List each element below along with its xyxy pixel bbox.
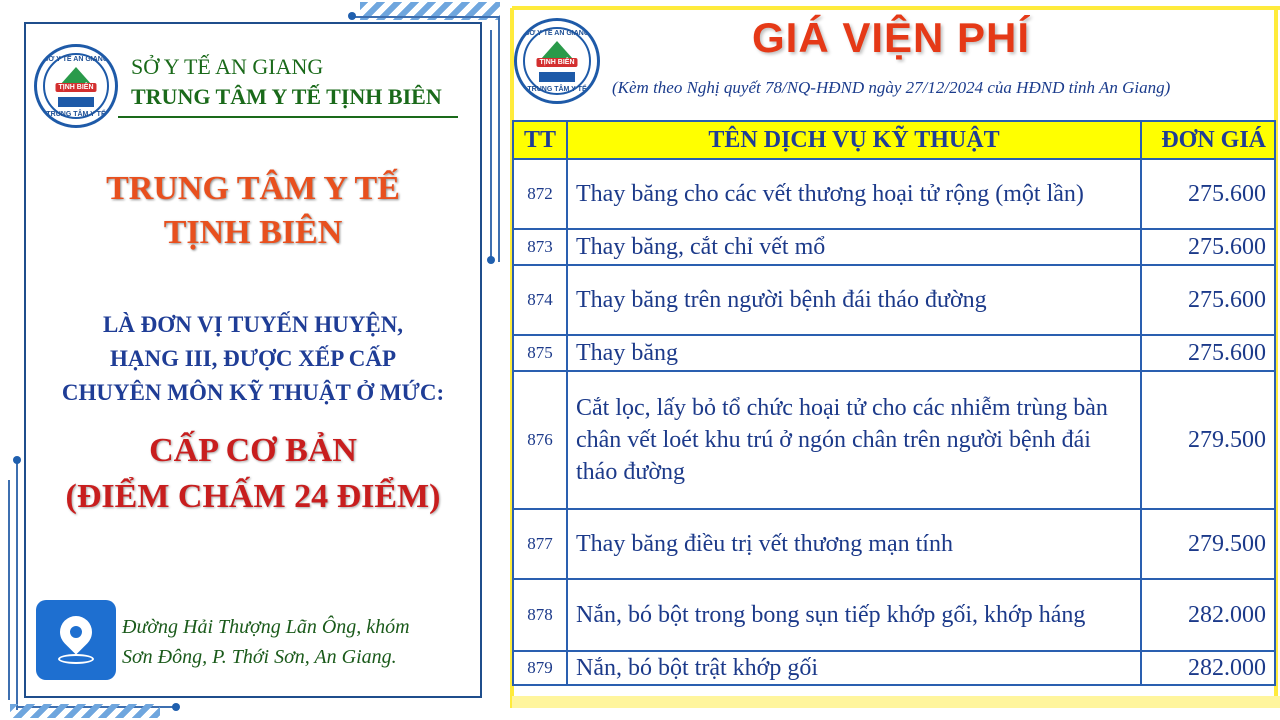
table-row bbox=[513, 579, 1275, 651]
decorative-line bbox=[498, 16, 500, 262]
decorative-line bbox=[8, 480, 10, 700]
header-tt: TT bbox=[513, 121, 567, 159]
address-line1: Đường Hải Thượng Lãn Ông, khóm bbox=[122, 616, 410, 638]
row-price: 282.000 bbox=[1141, 651, 1275, 685]
header-price: ĐƠN GIÁ bbox=[1141, 121, 1275, 159]
row-price: 275.600 bbox=[1141, 335, 1275, 371]
org-department: SỞ Y TẾ AN GIANG bbox=[131, 54, 324, 79]
decorative-line bbox=[350, 16, 500, 18]
price-table bbox=[512, 120, 1276, 686]
description-line3: CHUYÊN MÔN KỸ THUẬT Ở MỨC: bbox=[61, 380, 445, 405]
location-pin-icon bbox=[36, 600, 116, 680]
row-service-name: Thay băng, cắt chỉ vết mổ bbox=[567, 229, 1141, 265]
row-service-name: Cắt lọc, lấy bỏ tổ chức hoại tử cho các nhiễm trùng bàn chân vết loét khu trú ở ngón chân trên người bệnh đái tháo đường bbox=[567, 371, 1141, 509]
logo-top-text: SỞ Y TẾ AN GIANG bbox=[524, 30, 590, 37]
level-line1: CẤP CƠ BẢN bbox=[149, 432, 357, 469]
row-service-name: Nắn, bó bột trật khớp gối bbox=[567, 651, 1141, 685]
table-row bbox=[513, 265, 1275, 335]
decorative-dot bbox=[172, 703, 180, 711]
logo-top-text: SỞ Y TẾ AN GIANG bbox=[43, 56, 109, 63]
row-service-name: Thay băng cho các vết thương hoại tử rộng (một lần) bbox=[567, 159, 1141, 229]
row-price: 279.500 bbox=[1141, 371, 1275, 509]
price-title: GIÁ VIỆN PHÍ bbox=[752, 14, 1031, 61]
level-line2: (ĐIỂM CHẤM 24 ĐIỂM) bbox=[65, 478, 441, 515]
row-tt: 876 bbox=[513, 371, 567, 509]
logo-bottom-text: TRUNG TÂM Y TẾ bbox=[527, 86, 587, 93]
logo-tag: TỊNH BIÊN bbox=[56, 83, 97, 92]
table-row bbox=[513, 335, 1275, 371]
price-subtitle: (Kèm theo Nghị quyết 78/NQ-HĐND ngày 27/12/2024 của HĐND tỉnh An Giang) bbox=[612, 78, 1171, 97]
row-service-name: Thay băng bbox=[567, 335, 1141, 371]
table-row bbox=[513, 509, 1275, 579]
price-panel-border-bottom bbox=[512, 696, 1280, 708]
row-price: 282.000 bbox=[1141, 579, 1275, 651]
decorative-line bbox=[16, 462, 18, 710]
row-tt: 879 bbox=[513, 651, 567, 685]
hospital-logo bbox=[514, 18, 600, 104]
row-service-name: Nắn, bó bột trong bong sụn tiếp khớp gối, khớp háng bbox=[567, 579, 1141, 651]
row-price: 275.600 bbox=[1141, 229, 1275, 265]
org-underline bbox=[118, 116, 458, 118]
row-tt: 874 bbox=[513, 265, 567, 335]
row-service-name: Thay băng trên người bệnh đái tháo đường bbox=[567, 265, 1141, 335]
description-line2: HẠNG III, ĐƯỢC XẾP CẤP bbox=[109, 346, 397, 371]
hospital-logo bbox=[34, 44, 118, 128]
table-row bbox=[513, 371, 1275, 509]
price-panel-border-top bbox=[512, 6, 1280, 10]
center-title-line2: TỊNH BIÊN bbox=[163, 214, 343, 251]
row-tt: 877 bbox=[513, 509, 567, 579]
table-row bbox=[513, 229, 1275, 265]
logo-bottom-text: TRUNG TÂM Y TẾ bbox=[46, 111, 106, 118]
header-service-name: TÊN DỊCH VỤ KỸ THUẬT bbox=[567, 121, 1141, 159]
table-header-row bbox=[513, 121, 1275, 159]
row-tt: 873 bbox=[513, 229, 567, 265]
org-name: TRUNG TÂM Y TẾ TỊNH BIÊN bbox=[131, 84, 442, 109]
description-line1: LÀ ĐƠN VỊ TUYẾN HUYỆN, bbox=[102, 312, 404, 337]
decorative-dot bbox=[348, 12, 356, 20]
center-title-line1: TRUNG TÂM Y TẾ bbox=[106, 170, 400, 207]
row-tt: 872 bbox=[513, 159, 567, 229]
row-tt: 875 bbox=[513, 335, 567, 371]
row-service-name: Thay băng điều trị vết thương mạn tính bbox=[567, 509, 1141, 579]
row-price: 279.500 bbox=[1141, 509, 1275, 579]
decorative-dot bbox=[13, 456, 21, 464]
row-price: 275.600 bbox=[1141, 159, 1275, 229]
table-row bbox=[513, 651, 1275, 685]
address-line2: Sơn Đông, P. Thới Sơn, An Giang. bbox=[122, 646, 397, 668]
logo-tag: TỊNH BIÊN bbox=[537, 58, 578, 67]
decorative-line bbox=[490, 30, 492, 260]
decorative-stripes bbox=[10, 704, 160, 718]
row-price: 275.600 bbox=[1141, 265, 1275, 335]
table-row bbox=[513, 159, 1275, 229]
decorative-dot bbox=[487, 256, 495, 264]
row-tt: 878 bbox=[513, 579, 567, 651]
